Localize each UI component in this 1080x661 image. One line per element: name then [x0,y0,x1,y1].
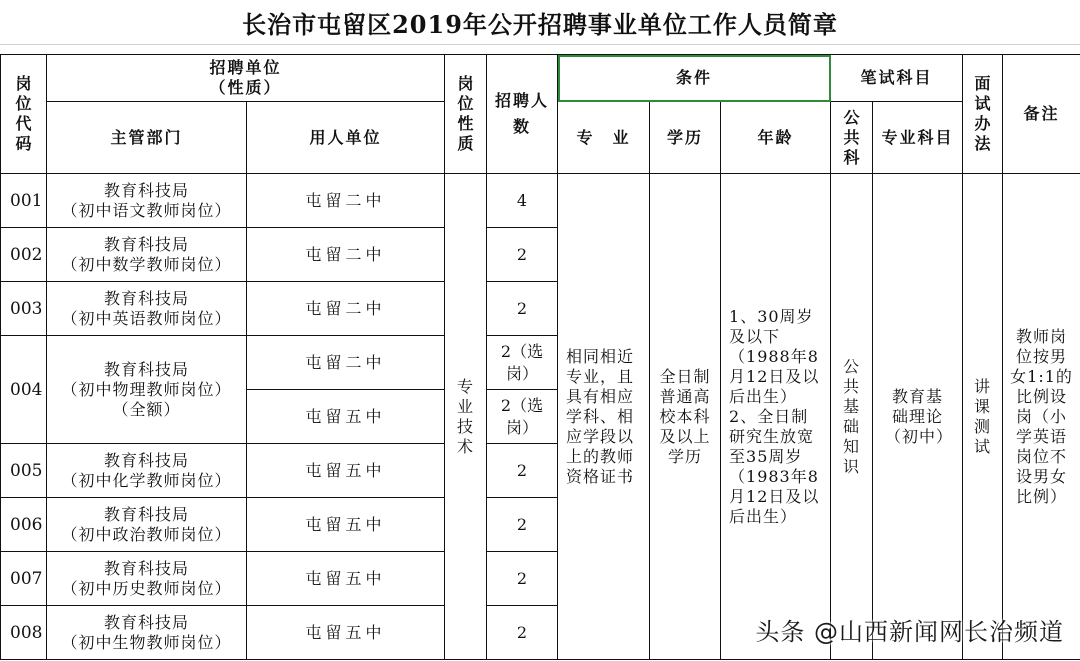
watermark: 头条 @山西新闻网长治频道 [755,618,1064,646]
dept-name: 教育科技局 [103,359,189,379]
major-subject-cell: 教育基础理论（初中） [873,174,963,660]
dept-name: 教育科技局 [103,234,189,254]
dept-cell [47,228,247,282]
header-remarks: 备注 [1003,55,1080,174]
headcount-cell: 2 [487,444,558,498]
header-dept: 主管部门 [47,102,247,174]
interview-cell: 讲课测试 [963,174,1003,660]
dept-post: （初中数学教师岗位） [61,254,232,274]
major-requirement-cell: 相同相近专业，且具有相应学科、相应学段以上的教师资格证书 [558,174,650,660]
dept-name: 教育科技局 [103,180,189,200]
header-age: 年龄 [721,102,831,174]
post-code: 006 [1,498,47,552]
header-written-exam: 笔试科目 [831,55,963,102]
employer-cell: 屯留五中 [247,606,445,660]
table-row [1,174,1080,228]
dept-cell [47,282,247,336]
age-requirement-cell: 1、30周岁及以下（1988年8月12日及以后出生）2、全日制研究生放宽至35周岁（1983年8月12日及以后出生） [721,174,831,660]
header-post-nature: 岗位性质 [445,55,487,174]
post-code: 002 [1,228,47,282]
employer-cell: 屯留二中 [247,336,445,390]
header-major: 专 业 [558,102,650,174]
employer-cell: 屯留五中 [247,552,445,606]
header-headcount: 招聘人数 [487,55,558,174]
header-conditions: 条件 [558,55,831,102]
employer-cell: 屯留二中 [247,228,445,282]
headcount-cell: 2（选岗） [487,390,558,444]
education-requirement-cell: 全日制普通高校本科及以上学历 [650,174,721,660]
header-recruit-unit-label: 招聘单位 [209,58,282,77]
header-major-subject: 专业科目 [873,102,963,174]
post-code: 007 [1,552,47,606]
page-title: 长治市屯留区2019年公开招聘事业单位工作人员简章 [242,9,838,39]
post-code: 008 [1,606,47,660]
dept-post: （初中历史教师岗位） [61,578,232,598]
employer-cell: 屯留二中 [247,174,445,228]
headcount-cell: 2 [487,228,558,282]
headcount-cell: 4 [487,174,558,228]
dept-post: （初中英语教师岗位） [61,308,232,328]
sheet-gridline [0,44,1080,45]
dept-post: （初中政治教师岗位） [61,524,232,544]
headcount-cell: 2 [487,498,558,552]
dept-name: 教育科技局 [103,450,189,470]
header-recruit-unit [47,55,445,102]
recruitment-table [0,54,1080,660]
headcount-cell: 2 [487,282,558,336]
headcount-cell: 2 [487,552,558,606]
header-education: 学历 [650,102,721,174]
dept-cell [47,444,247,498]
dept-name: 教育科技局 [103,288,189,308]
header-post-code: 岗位代码 [1,55,47,174]
post-code: 003 [1,282,47,336]
dept-post: （初中化学教师岗位） [61,470,232,490]
dept-cell [47,552,247,606]
header-recruit-unit-nature: （性质） [209,78,282,97]
dept-post: （初中物理教师岗位） [61,379,232,399]
dept-post: （初中语文教师岗位） [61,200,232,220]
post-nature-cell: 专业技术 [445,174,487,660]
header-public-subject: 公共科 [831,102,873,174]
dept-post: （初中生物教师岗位） [61,632,232,652]
employer-cell: 屯留五中 [247,444,445,498]
employer-cell: 屯留二中 [247,282,445,336]
post-code: 005 [1,444,47,498]
dept-cell [47,606,247,660]
dept-funding: （全额） [112,399,181,419]
dept-cell [47,336,247,444]
dept-name: 教育科技局 [103,504,189,524]
headcount-cell: 2（选岗） [487,336,558,390]
employer-cell: 屯留五中 [247,390,445,444]
remarks-cell: 教师岗位按男女1:1的比例设岗（小学英语岗位不设男女比例） [1003,174,1080,660]
header-employer: 用人单位 [247,102,445,174]
dept-cell [47,174,247,228]
post-code: 004 [1,336,47,444]
headcount-cell: 2 [487,606,558,660]
dept-cell [47,498,247,552]
dept-name: 教育科技局 [103,558,189,578]
employer-cell: 屯留五中 [247,498,445,552]
post-code: 001 [1,174,47,228]
dept-name: 教育科技局 [103,612,189,632]
header-interview: 面试办法 [963,55,1003,174]
public-subject-cell: 公共基础知识 [831,174,873,660]
